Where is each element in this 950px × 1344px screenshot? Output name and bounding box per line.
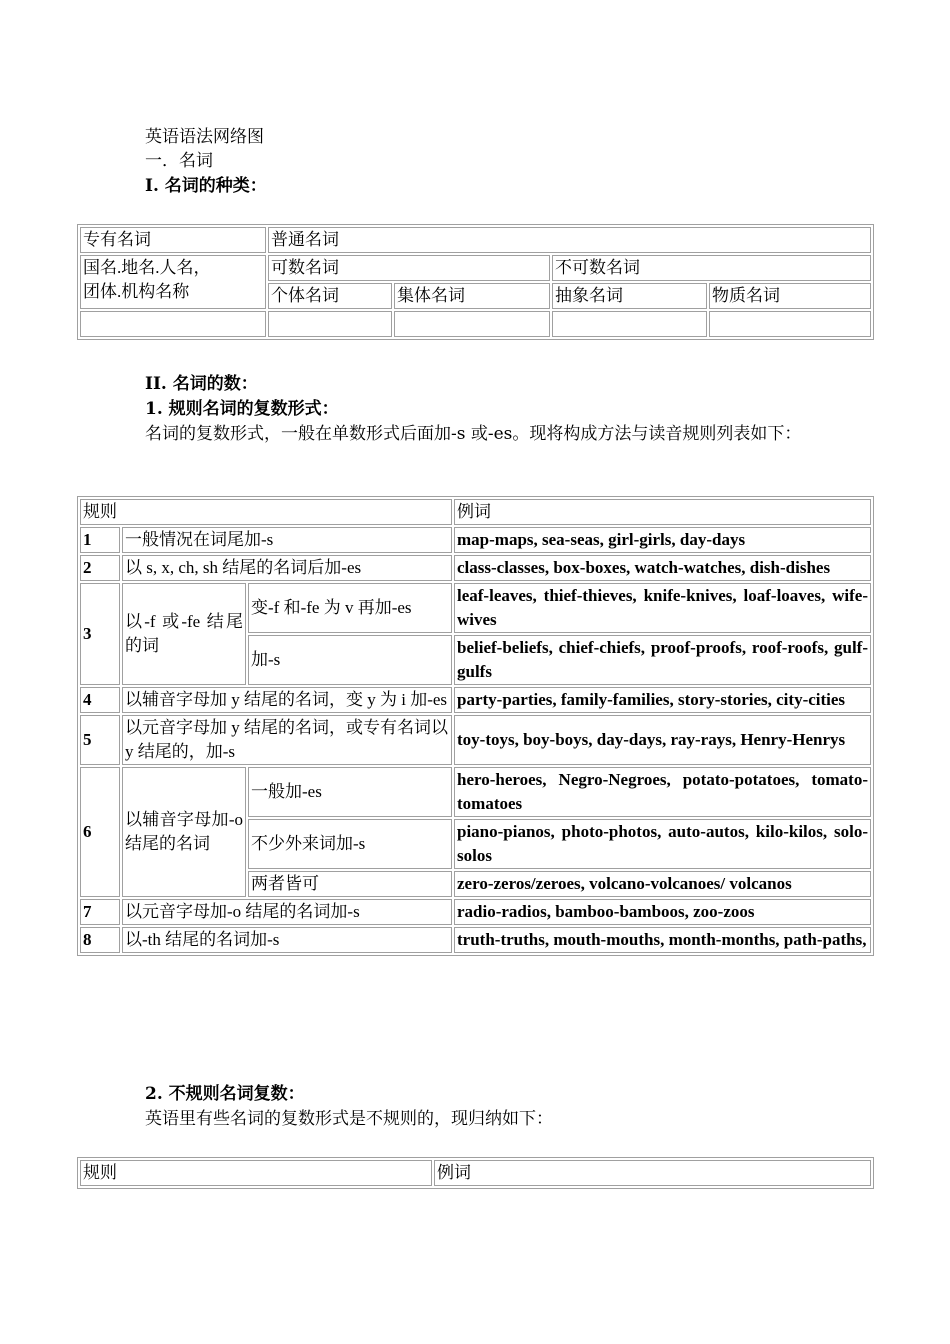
sub-rule-text: 不少外来词加-s (248, 819, 452, 869)
rule1-intro: 名词的复数形式，一般在单数形式后面加-s 或-es。现将构成方法与读音规则列表如下： (145, 424, 802, 444)
cell-uncountable-noun: 不可数名词 (552, 255, 871, 281)
rule-text: 一般情况在词尾加-s (122, 527, 452, 553)
table-row (80, 715, 871, 765)
example-text: truth-truths, mouth-mouths, month-months, path-paths, (454, 927, 871, 953)
row-number: 3 (80, 583, 120, 685)
example-text: hero-heroes, Negro-Negroes, potato-potatoes, tomato-tomatoes (454, 767, 871, 817)
proper-desc-line2: 团体.机构名称 (83, 282, 190, 301)
example-text: radio-radios, bamboo-bamboos, zoo-zoos (454, 899, 871, 925)
example-text: piano-pianos, photo-photos, auto-autos, kilo-kilos, solo-solos (454, 819, 871, 869)
sub-rule-text: 两者皆可 (248, 871, 452, 897)
example-text: zero-zeros/zeroes, volcano-volcanoes/ volcanos (454, 871, 871, 897)
example-text: belief-beliefs, chief-chiefs, proof-proofs, roof-roofs, gulf-gulfs (454, 635, 871, 685)
rule-text: 以-th 结尾的名词加-s (122, 927, 452, 953)
rule-text: 以元音字母加-o 结尾的名词加-s (122, 899, 452, 925)
row-number: 7 (80, 899, 120, 925)
example-text: class-classes, box-boxes, watch-watches, dish-dishes (454, 555, 871, 581)
example-text: leaf-leaves, thief-thieves, knife-knives, loaf-loaves, wife-wives (454, 583, 871, 633)
table-row (80, 687, 871, 713)
empty-cell (552, 311, 707, 337)
part1-heading-text: I. 名词的种类： (145, 176, 267, 196)
rule2-heading-text: 2. 不规则名词复数： (145, 1084, 305, 1104)
example-text: toy-toys, boy-boys, day-days, ray-rays, Henry-Henrys (454, 715, 871, 765)
example-text: party-parties, family-families, story-stories, city-cities (454, 687, 871, 713)
table-row (80, 527, 871, 553)
table-row (80, 555, 871, 581)
cell-individual-noun: 个体名词 (268, 283, 392, 309)
header-rule: 规则 (80, 1160, 432, 1186)
header-rule: 规则 (80, 499, 452, 525)
cell-collective-noun: 集体名词 (394, 283, 550, 309)
empty-cell (709, 311, 871, 337)
proper-desc-line1: 国名.地名.人名， (83, 258, 211, 277)
sub-rule-text: 一般加-es (248, 767, 452, 817)
row-number: 4 (80, 687, 120, 713)
part1-heading (145, 174, 267, 198)
row-number: 5 (80, 715, 120, 765)
row-number: 8 (80, 927, 120, 953)
regular-plural-table (77, 496, 874, 956)
table-row (80, 767, 871, 817)
empty-cell (268, 311, 392, 337)
section-heading-nouns: 一．名词 (145, 151, 213, 171)
part2-heading-text: II. 名词的数： (145, 374, 258, 394)
rule2-heading (145, 1082, 305, 1106)
sub-rule-text: 加-s (248, 635, 452, 685)
cell-proper-noun: 专有名词 (80, 227, 266, 253)
table-row (80, 899, 871, 925)
irregular-plural-table (77, 1157, 874, 1189)
row-number: 2 (80, 555, 120, 581)
cell-material-noun: 物质名词 (709, 283, 871, 309)
rule-text: 以辅音字母加-o 结尾的名词 (122, 767, 246, 897)
rule-text: 以-f 或-fe 结尾的词 (122, 583, 246, 685)
rule1-heading-text: 1. 规则名词的复数形式： (145, 399, 339, 419)
rule-text: 以辅音字母加 y 结尾的名词，变 y 为 i 加-es (122, 687, 452, 713)
rule-text: 以 s, x, ch, sh 结尾的名词后加-es (122, 555, 452, 581)
table-row (80, 583, 871, 633)
rule2-intro: 英语里有些名词的复数形式是不规则的，现归纳如下： (145, 1109, 553, 1129)
row-number: 6 (80, 767, 120, 897)
noun-types-table (77, 224, 874, 340)
rule1-heading (145, 397, 339, 421)
table-row (80, 927, 871, 953)
row-number: 1 (80, 527, 120, 553)
document-title: 英语语法网络图 (145, 127, 264, 147)
header-example: 例词 (434, 1160, 871, 1186)
cell-abstract-noun: 抽象名词 (552, 283, 707, 309)
cell-proper-noun-desc (80, 255, 266, 309)
cell-countable-noun: 可数名词 (268, 255, 550, 281)
example-text: map-maps, sea-seas, girl-girls, day-days (454, 527, 871, 553)
empty-cell (394, 311, 550, 337)
rule-text: 以元音字母加 y 结尾的名词，或专有名词以 y 结尾的，加-s (122, 715, 452, 765)
header-example: 例词 (454, 499, 871, 525)
sub-rule-text: 变-f 和-fe 为 v 再加-es (248, 583, 452, 633)
cell-common-noun: 普通名词 (268, 227, 871, 253)
part2-heading (145, 372, 258, 396)
empty-cell (80, 311, 266, 337)
